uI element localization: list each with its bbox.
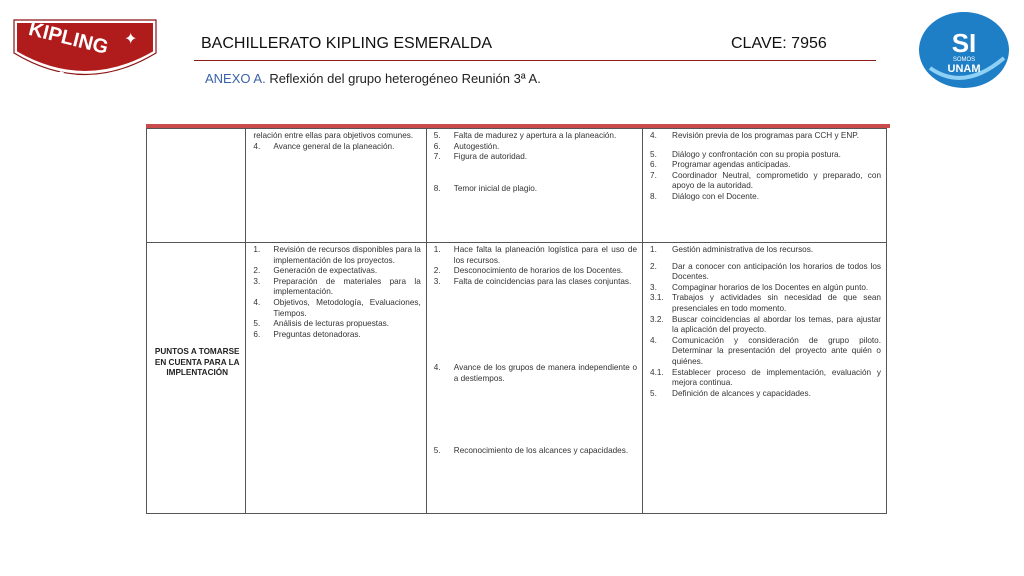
table-cell: [643, 129, 887, 243]
kipling-logo-icon: [12, 14, 158, 80]
list-item: 8. Diálogo con el Docente.: [650, 191, 759, 201]
list-item: 5. Definición de alcances y capacidades.: [650, 388, 811, 398]
list-item: 3. Preparación de materiales para la implementación.: [253, 276, 421, 297]
list-item: 7. Coordinador Neutral, comprometido y preparado, con apoyo de la autoridad.: [650, 170, 881, 191]
unam-logo-si: SI: [951, 28, 977, 58]
list-item: 6. Programar agendas anticipadas.: [650, 160, 791, 170]
clave-label: CLAVE: 7956: [731, 35, 827, 52]
list-item: 2. Dar a conocer con anticipación los horarios de todos los Docentes.: [650, 261, 881, 282]
list-item: 4.1. Establecer proceso de implementación, evaluación y mejora continua.: [650, 367, 881, 388]
table-row: [147, 129, 887, 243]
table-cell: [246, 243, 426, 514]
cell-list: [434, 131, 637, 194]
list-item: 5. Falta de madurez y apertura a la planeación.: [433, 131, 617, 140]
list-item: 1. Gestión administrativa de los recursos.: [650, 245, 814, 254]
list-item: 8. Temor inicial de plagio.: [433, 183, 538, 193]
list-item: 4. Avance general de la planeación.: [253, 141, 395, 151]
table-cell: [246, 129, 426, 243]
cell-list: [434, 245, 637, 456]
list-item: 4. Comunicación y consideración de grupo piloto. Determinar la presentación del proyecto ante quién o quiénes.: [650, 335, 881, 366]
list-item: 2. Desconocimiento de horarios de los Docentes.: [433, 266, 624, 276]
scanned-table: [146, 121, 890, 519]
list-item: 6. Preguntas detonadoras.: [253, 329, 361, 339]
row-label-cell: [147, 243, 246, 514]
list-item: 2. Generación de expectativas.: [253, 266, 378, 276]
row-label-cell: [147, 129, 246, 243]
list-item: 4. Revisión previa de los programas para CCH y ENP.: [650, 131, 859, 140]
list-item: 3.2. Buscar coincidencias al abordar los temas, para ajustar la aplicación del proyecto.: [650, 314, 881, 335]
unam-logo-unam: UNAM: [947, 63, 981, 75]
list-item: 1. Hace falta la planeación logística para el uso de los recursos.: [433, 245, 638, 265]
annex-caption: [205, 71, 541, 86]
list-item: 7. Figura de autoridad.: [433, 152, 528, 162]
kipling-logo-text: KIPLING: [26, 17, 111, 59]
list-item: 3.1. Trabajos y actividades sin necesidad de que sean presenciales en todo momento.: [650, 293, 881, 313]
header-divider: [194, 60, 876, 61]
si-somos-unam-logo-icon: [918, 10, 1010, 92]
cell-list: [253, 245, 420, 340]
table-row: [147, 243, 887, 514]
small-star-icon: ★: [57, 69, 66, 79]
table-cell: [426, 243, 642, 514]
list-item: relación entre ellas para objetivos comunes.: [253, 131, 414, 140]
list-item: 1. Revisión de recursos disponibles para la implementación de los proyectos.: [253, 245, 421, 265]
list-item: 5. Análisis de lecturas propuestas.: [253, 319, 390, 329]
row-label: PUNTOS A TOMARSE EN CUENTA PARA LA IMPLENTACIÓN: [154, 347, 240, 378]
list-item: 3. Compaginar horarios de los Docentes en algún punto.: [650, 282, 869, 292]
annex-text: Reflexión del grupo heterogéneo Reunión 3ª A.: [265, 71, 541, 86]
table-cell: [643, 243, 887, 514]
star-icon: ✦: [124, 29, 138, 48]
list-item: 4. Objetivos, Metodología, Evaluaciones, Tiempos.: [253, 297, 421, 318]
reflection-table: [146, 128, 887, 514]
list-item: 4. Avance de los grupos de manera independiente o a destiempos.: [433, 363, 638, 383]
list-item: 6. Autogestión.: [433, 141, 500, 151]
list-item: 5. Reconocimiento de los alcances y capacidades.: [433, 445, 629, 455]
cell-list: [650, 245, 881, 399]
list-item: 5. Diálogo y confrontación con su propia postura.: [650, 149, 841, 159]
list-item: 3. Falta de coincidencias para las clases conjuntas.: [433, 276, 632, 286]
page-title: BACHILLERATO KIPLING ESMERALDA: [201, 35, 493, 52]
annex-lead: ANEXO A.: [205, 71, 266, 86]
cell-list: [650, 131, 881, 203]
table-cell: [426, 129, 642, 243]
unam-logo-somos: SOMOS: [952, 57, 976, 63]
cell-list: [253, 131, 420, 152]
